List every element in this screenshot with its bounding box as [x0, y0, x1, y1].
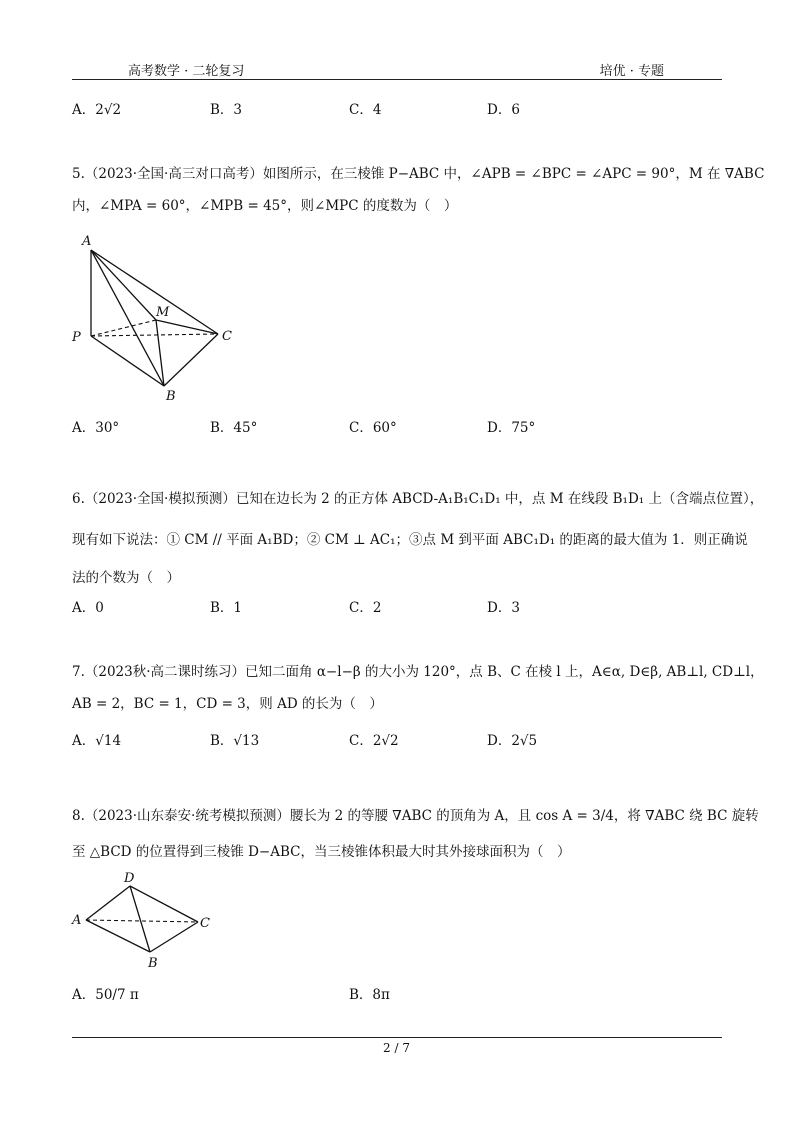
q4-option-b: B．3 — [210, 102, 243, 118]
q5-options — [72, 418, 712, 438]
q6-stem-line1: 6.（2023·全国·模拟预测）已知在边长为 2 的正方体 ABCD-A₁B₁C₁D₁ 中，点 M 在线段 B₁D₁ 上（含端点位置）， — [72, 491, 764, 507]
header-left-title: 高考数学 · 二轮复习 — [128, 64, 245, 79]
q5-stem-line1: 5.（2023·全国·高三对口高考）如图所示，在三棱锥 P−ABC 中，∠APB = ∠BPC = ∠APC = 90°，M 在 ∇ABC — [72, 166, 765, 182]
q7-option-b: B．√13 — [210, 733, 260, 749]
q7-options — [72, 731, 712, 751]
q7-option-a: A．√14 — [72, 733, 122, 749]
q5-option-c: C．60° — [349, 420, 397, 436]
q8-label-d: D — [124, 871, 135, 886]
header-rule — [72, 79, 722, 80]
q5-label-p: P — [72, 330, 81, 345]
q5-option-d: D．75° — [487, 420, 536, 436]
q7-stem-line2: AB = 2，BC = 1，CD = 3，则 AD 的长为（ ） — [72, 696, 383, 712]
q5-label-a: A — [82, 234, 92, 249]
q5-label-m: M — [156, 305, 170, 320]
page-header — [72, 56, 720, 78]
q8-figure-rhombus-pyramid — [66, 870, 226, 974]
q6-option-d: D．3 — [487, 600, 520, 616]
q8-option-b: B．8π — [349, 987, 390, 1003]
q6-stem-line3: 法的个数为（ ） — [72, 570, 180, 586]
q5-option-a: A．30° — [72, 420, 120, 436]
q5-label-b: B — [166, 389, 176, 404]
q4-option-d: D．6 — [487, 102, 520, 118]
q7-option-d: D．2√5 — [487, 733, 538, 749]
q5-figure-tetrahedron — [66, 228, 246, 408]
q6-option-c: C．2 — [349, 600, 382, 616]
q6-options — [72, 598, 712, 618]
q8-stem-line1: 8.（2023·山东泰安·统考模拟预测）腰长为 2 的等腰 ∇ABC 的顶角为 A，且 cos A = 3/4，将 ∇ABC 绕 BC 旋转 — [72, 808, 759, 824]
q4-option-a: A．2√2 — [72, 102, 122, 118]
q7-stem-line1: 7.（2023秋·高二课时练习）已知二面角 α−l−β 的大小为 120°，点 B、C 在棱 l 上，A∈α, D∈β, AB⊥l, CD⊥l， — [72, 664, 764, 680]
header-right-title: 培优 · 专题 — [599, 64, 664, 79]
q8-label-b: B — [148, 956, 158, 971]
q5-label-c: C — [222, 329, 232, 344]
q8-option-a: A．50/7 π — [72, 987, 139, 1003]
q4-option-c: C．4 — [349, 102, 382, 118]
q6-option-a: A．0 — [72, 600, 104, 616]
q5-option-b: B．45° — [210, 420, 258, 436]
q6-option-b: B．1 — [210, 600, 243, 616]
q8-stem-line2: 至 △BCD 的位置得到三棱锥 D−ABC，当三棱锥体积最大时其外接球面积为（ ） — [72, 844, 571, 860]
q6-stem-line2: 现有如下说法：① CM // 平面 A₁BD；② CM ⊥ AC₁；③点 M 到平面 ABC₁D₁ 的距离的最大值为 1．则正确说 — [72, 532, 748, 548]
q8-label-a: A — [72, 913, 82, 928]
footer-rule — [72, 1037, 722, 1038]
q5-stem-line2: 内，∠MPA = 60°，∠MPB = 45°，则∠MPC 的度数为（ ） — [72, 198, 458, 214]
q8-options — [72, 985, 712, 1005]
q8-label-c: C — [200, 916, 210, 931]
q7-option-c: C．2√2 — [349, 733, 399, 749]
page-number: 2 / 7 — [383, 1041, 410, 1055]
q4-options — [72, 100, 712, 120]
